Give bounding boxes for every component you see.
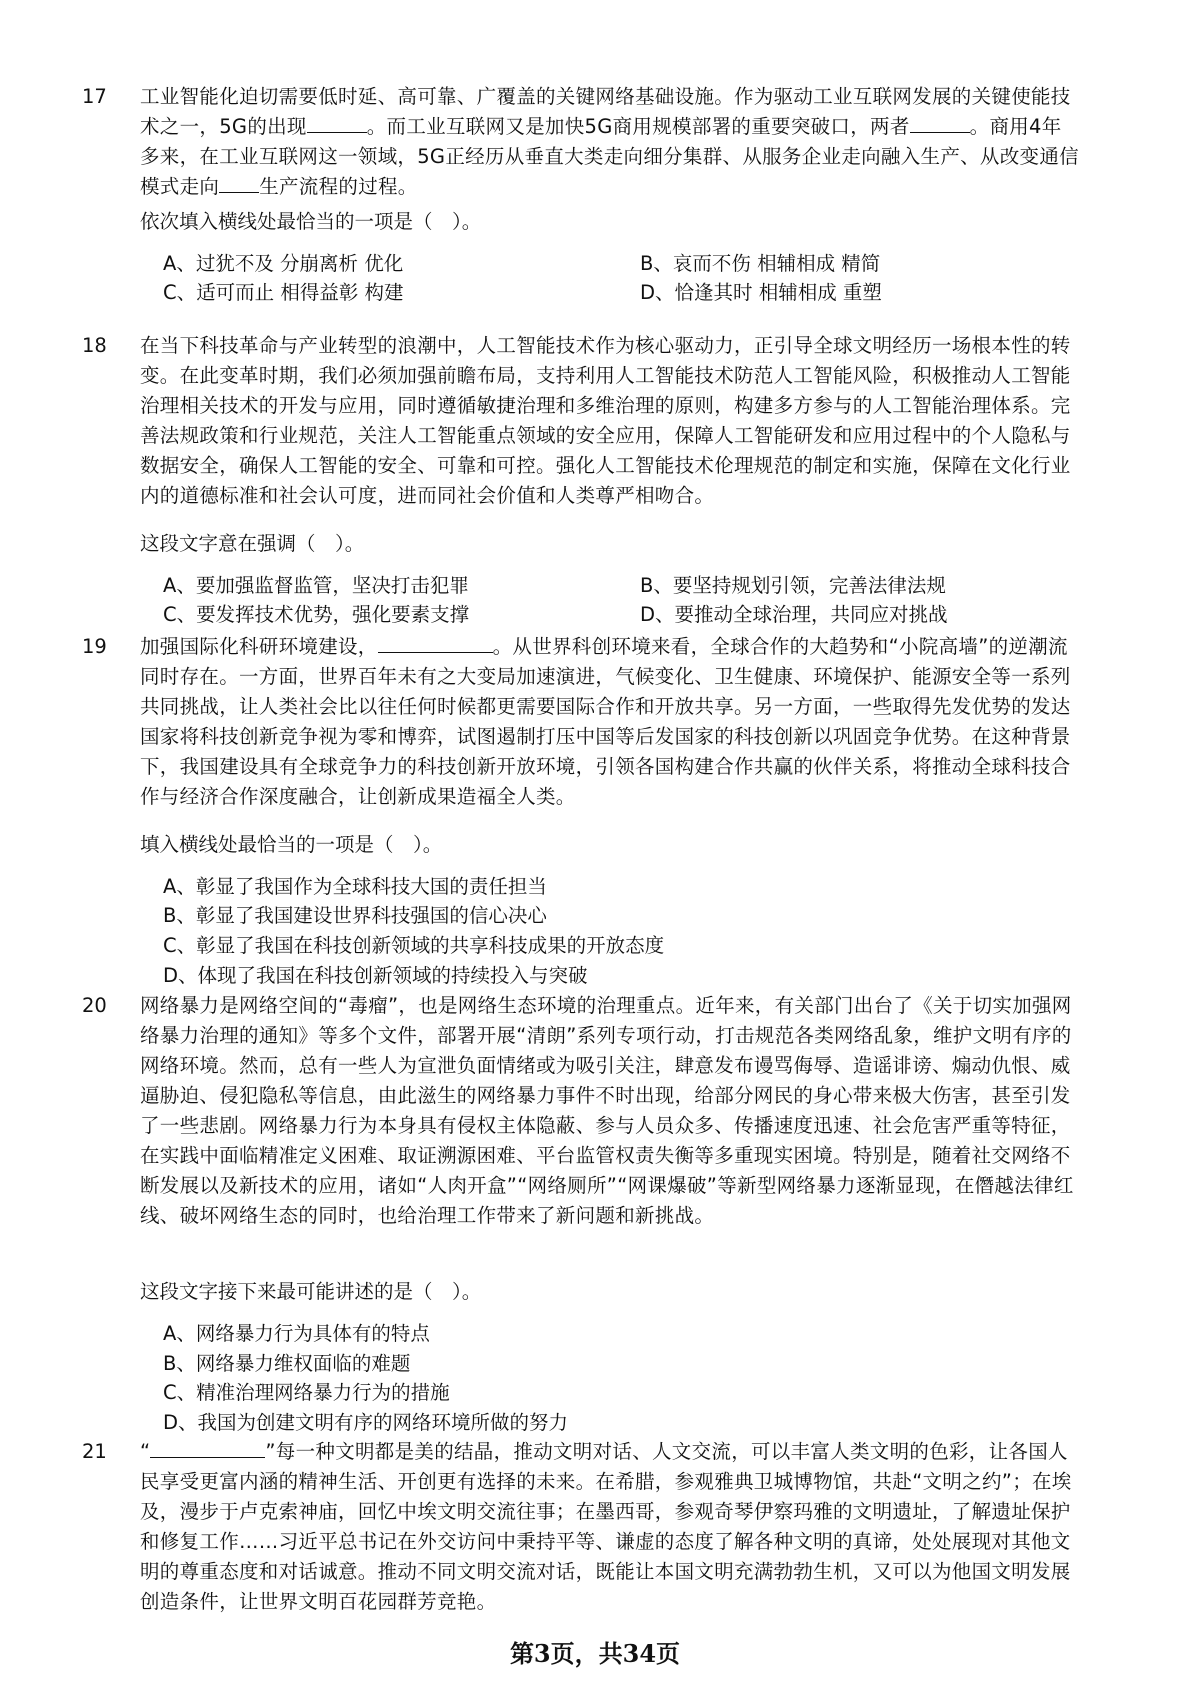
question-prompt: 依次填入横线处最恰当的一项是（ ）。 bbox=[140, 210, 482, 233]
option-a[interactable]: A、网络暴力行为具体有的特点 bbox=[163, 1322, 430, 1345]
option-b[interactable]: B、网络暴力维权面临的难题 bbox=[163, 1352, 411, 1375]
question-text: 工业智能化迫切需要低时延、高可靠、广覆盖的关键网络基础设施。作为驱动工业互联网发展的关键使能技术之一，5G的出现 。而工业互联网又是加快5G商用规模部署的重要突破口，两者 。商用4年多来，在工业互联网这一领域，5G正经历从垂直大类走向细分集群、从服务企业走向融入生产、从改变通信模式走向 生产流程的过程。 bbox=[140, 85, 1079, 198]
question-text: 网络暴力是网络空间的“毒瘤”，也是网络生态环境的治理重点。近年来，有关部门出台了《关于切实加强网络暴力治理的通知》等多个文件，部署开展“清朗”系列专项行动，打击规范各类网络乱象，维护文明有序的网络环境。然而，总有一些人为宣泄负面情绪或为吸引关注，肆意发布谩骂侮辱、造谣诽谤、煽动仇恨、威逼胁迫、侵犯隐私等信息，由此滋生的网络暴力事件不时出现，给部分网民的身心带来极大伤害，甚至引发了一些悲剧。网络暴力行为本身具有侵权主体隐蔽、参与人员众多、传播速度迅速、社会危害严重等特征，在实践中面临精准定义困难、取证溯源困难、平台监管权责失衡等多重现实困境。特别是，随着社交网络不断发展以及新技术的应用，诸如“人肉开盒”“网络厕所”“网课爆破”等新型网络暴力逐渐显现，在僭越法律红线、破坏网络生态的同时，也给治理工作带来了新问题和新挑战。 bbox=[140, 994, 1074, 1227]
option-d[interactable]: D、要推动全球治理，共同应对挑战 bbox=[640, 603, 948, 626]
question-number: 19 bbox=[82, 635, 107, 658]
question-number: 17 bbox=[82, 85, 107, 108]
page-footer: 第3页，共34页 bbox=[509, 1639, 681, 1668]
answer-blank bbox=[150, 1439, 265, 1458]
question-number: 20 bbox=[82, 994, 107, 1017]
option-c[interactable]: C、要发挥技术优势，强化要素支撑 bbox=[163, 603, 470, 626]
question-prompt: 这段文字接下来最可能讲述的是（ ）。 bbox=[140, 1280, 482, 1303]
option-b[interactable]: B、彰显了我国建设世界科技强国的信心决心 bbox=[163, 904, 547, 927]
option-a[interactable]: A、彰显了我国作为全球科技大国的责任担当 bbox=[163, 875, 547, 898]
option-c[interactable]: C、适可而止 相得益彰 构建 bbox=[163, 281, 404, 304]
question-number: 18 bbox=[82, 334, 107, 357]
answer-blank bbox=[219, 174, 259, 193]
question-prompt: 这段文字意在强调（ ）。 bbox=[140, 532, 365, 555]
option-d[interactable]: D、体现了我国在科技创新领域的持续投入与突破 bbox=[163, 964, 588, 987]
option-b[interactable]: B、要坚持规划引领，完善法律法规 bbox=[640, 574, 946, 597]
option-a[interactable]: A、要加强监督监管，坚决打击犯罪 bbox=[163, 574, 469, 597]
answer-blank bbox=[378, 634, 493, 653]
answer-blank bbox=[910, 114, 970, 133]
answer-blank bbox=[307, 114, 367, 133]
option-c[interactable]: C、精准治理网络暴力行为的措施 bbox=[163, 1381, 450, 1404]
question-text: 在当下科技革命与产业转型的浪潮中，人工智能技术作为核心驱动力，正引导全球文明经历一场根本性的转变。在此变革时期，我们必须加强前瞻布局，支持利用人工智能技术防范人工智能风险，积极推动人工智能治理相关技术的开发与应用，同时遵循敏捷治理和多维治理的原则，构建多方参与的人工智能治理体系。完善法规政策和行业规范，关注人工智能重点领域的安全应用，保障人工智能研发和应用过程中的个人隐私与数据安全，确保人工智能的安全、可靠和可控。强化人工智能技术伦理规范的制定和实施，保障在文化行业内的道德标准和社会认可度，进而同社会价值和人类尊严相吻合。 bbox=[140, 334, 1071, 507]
question-prompt: 填入横线处最恰当的一项是（ ）。 bbox=[140, 833, 443, 856]
option-a[interactable]: A、过犹不及 分崩离析 优化 bbox=[163, 252, 404, 275]
option-d[interactable]: D、我国为创建文明有序的网络环境所做的努力 bbox=[163, 1411, 569, 1434]
question-text: 加强国际化科研环境建设， 。从世界科创环境来看，全球合作的大趋势和“小院高墙”的逆潮流同时存在。一方面，世界百年未有之大变局加速演进，气候变化、卫生健康、环境保护、能源安全等一系列共同挑战，让人类社会比以往任何时候都更需要国际合作和开放共享。另一方面，一些取得先发优势的发达国家将科技创新竞争视为零和博弈，试图遏制打压中国等后发国家的科技创新以巩固竞争优势。在这种背景下，我国建设具有全球竞争力的科技创新开放环境，引领各国构建合作共赢的伙伴关系，将推动全球科技合作与经济合作深度融合，让创新成果造福全人类。 bbox=[140, 635, 1071, 808]
option-c[interactable]: C、彰显了我国在科技创新领域的共享科技成果的开放态度 bbox=[163, 934, 665, 957]
question-text: “ ”每一种文明都是美的结晶，推动文明对话、人文交流，可以丰富人类文明的色彩，让各国人民享受更富内涵的精神生活、开创更有选择的未来。在希腊，参观雅典卫城博物馆，共赴“文明之约”；在埃及，漫步于卢克索神庙，回忆中埃文明交流往事；在墨西哥，参观奇琴伊察玛雅的文明遗址，了解遗址保护和修复工作……习近平总书记在外交访问中秉持平等、谦虚的态度了解各种文明的真谛，处处展现对其他文明的尊重态度和对话诚意。推动不同文明交流对话，既能让本国文明充满勃勃生机，又可以为他国文明发展创造条件，让世界文明百花园群芳竞艳。 bbox=[140, 1440, 1072, 1613]
question-number: 21 bbox=[82, 1440, 107, 1463]
option-d[interactable]: D、恰逢其时 相辅相成 重塑 bbox=[640, 281, 882, 304]
option-b[interactable]: B、哀而不伤 相辅相成 精简 bbox=[640, 252, 881, 275]
